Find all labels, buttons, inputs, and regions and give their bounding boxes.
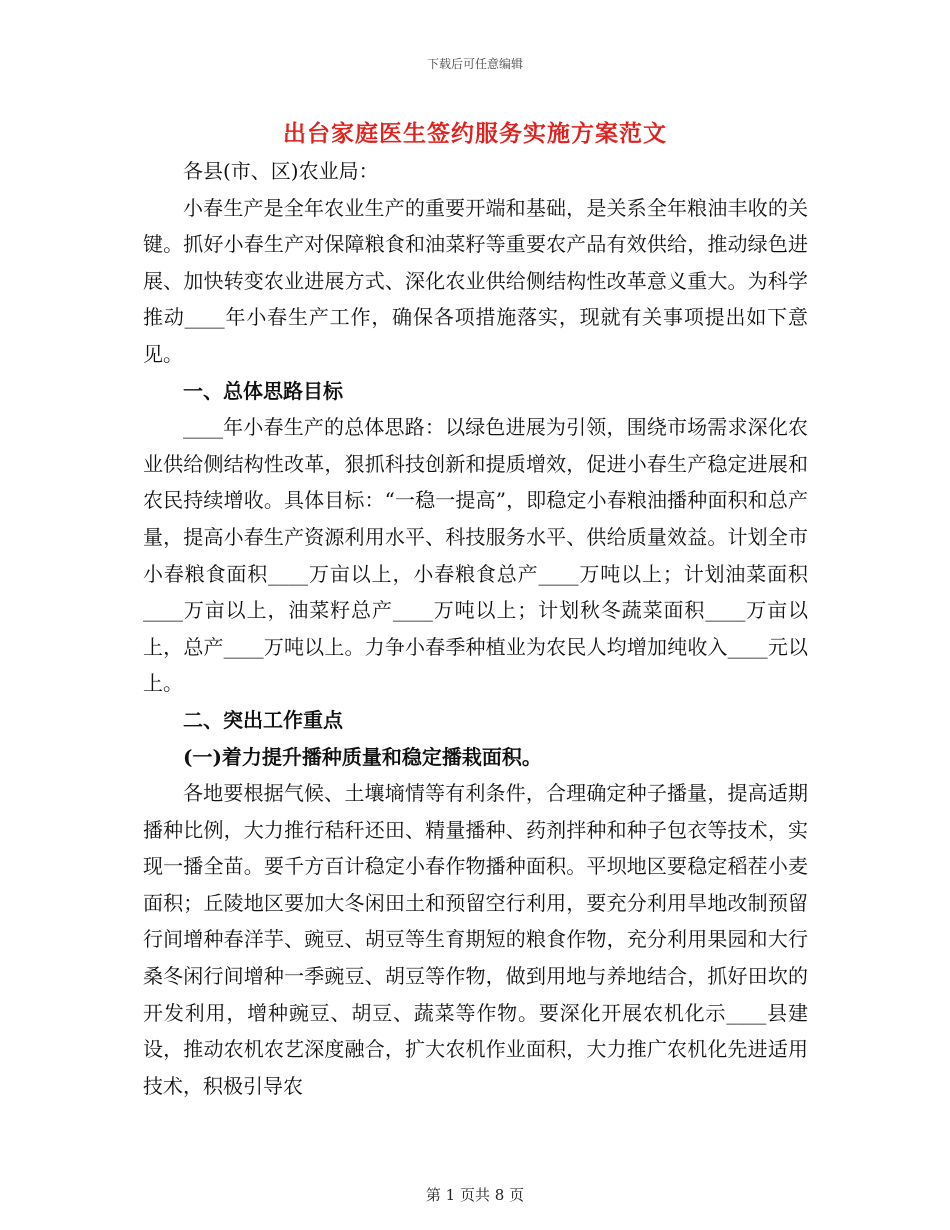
page-header: 下载后可任意编辑: [426, 57, 523, 71]
paragraph-intro: 小春生产是全年农业生产的重要开端和基础，是关系全年粮油丰收的关键。抓好小春生产对保障粮食和油菜籽等重要农产品有效供给，推动绿色进展、加快转变农业进展方式、深化农业供给侧结构性改革意义重大。为科学推动____年小春生产工作，确保各项措施落实，现就有关事项提出如下意见。: [143, 195, 808, 366]
document-body: [143, 153, 808, 1104]
paragraph-sowing: 各地要根据气候、土壤墒情等有利条件，合理确定种子播量，提高适期播种比例，大力推行秸秆还田、精量播种、药剂拌种和种子包衣等技术，实现一播全苗。要千方百计稳定小春作物播种面积。平坝地区要稳定稻茬小麦面积；丘陵地区要加大冬闲田土和预留空行利用，要充分利用旱地改制预留行间增种春洋芋、豌豆、胡豆等生育期短的粮食作物，充分利用果园和大行桑冬闲行间增种一季豌豆、胡豆等作物，做到用地与养地结合，抓好田坎的开发利用，增种豌豆、胡豆、蔬菜等作物。要深化开展农机化示____县建设，推动农机农艺深度融合，扩大农机作业面积，大力推广农机化先进适用技术，积极引导农: [143, 781, 808, 1098]
paragraph-goals: ____年小春生产的总体思路：以绿色进展为引领，围绕市场需求深化农业供给侧结构性改革，狠抓科技创新和提质增效，促进小春生产稳定进展和农民持续增收。具体目标：“一稳一提高”，即稳定小春粮油播种面积和总产量，提高小春生产资源利用水平、科技服务水平、供给质量效益。计划全市小春粮食面积____万亩以上，小春粮食总产____万吨以上；计划油菜面积____万亩以上，油菜籽总产____万吨以上；计划秋冬蔬菜面积____万亩以上，总产____万吨以上。力争小春季种植业为农民人均增加纯收入____元以上。: [143, 415, 808, 696]
subsection-heading-1: (一)着力提升播种质量和稳定播栽面积。: [183, 744, 542, 769]
page-footer: 第 1 页共 8 页: [425, 1186, 525, 1204]
section-heading-2: 二、突出工作重点: [183, 707, 343, 732]
salutation: 各县(市、区)农业局：: [183, 159, 379, 183]
document-title: 出台家庭医生签约服务实施方案范文: [283, 120, 667, 147]
section-heading-1: 一、总体思路目标: [183, 378, 343, 403]
